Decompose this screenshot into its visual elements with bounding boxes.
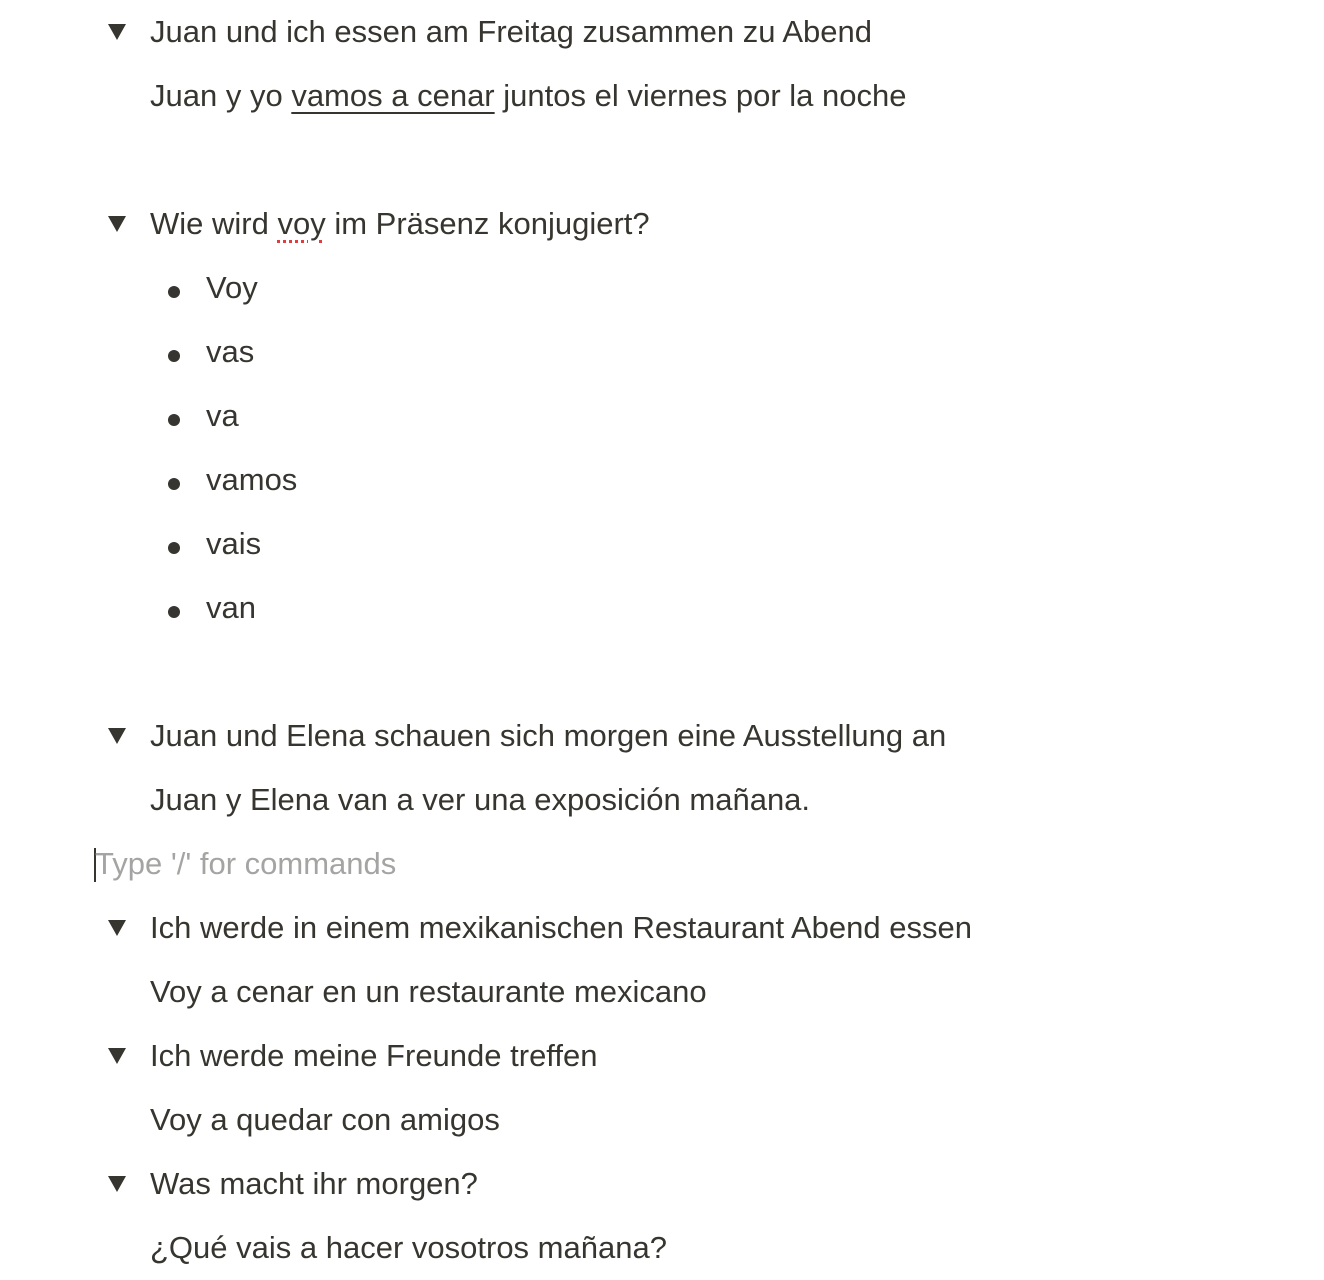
toggle-title-part: im Präsenz konjugiert? [325,206,650,241]
child-text[interactable] [150,76,907,116]
bullet-dot-icon [168,542,180,554]
toggle-block[interactable] [0,1152,1324,1216]
bullet-dot-icon [168,478,180,490]
bulleted-list-item[interactable] [0,320,1324,384]
child-text-part: Juan y yo [150,78,292,113]
child-text-part: juntos el viernes por la noche [494,78,907,113]
toggle-block[interactable] [0,192,1324,256]
bullet-text[interactable]: vamos [206,462,298,497]
underlined-phrase: vamos a cenar [291,78,495,113]
triangle-down-icon[interactable] [101,721,133,751]
bullet-text[interactable]: Voy [206,270,258,305]
bulleted-list-item[interactable] [0,576,1324,640]
toggle-child-text[interactable] [0,1088,1324,1152]
bullet-dot-icon [168,286,180,298]
triangle-down-icon[interactable] [101,1041,133,1071]
triangle-down-icon[interactable] [101,913,133,943]
bullet-dot-icon [168,606,180,618]
child-text[interactable]: Voy a cenar en un restaurante mexicano [150,974,707,1009]
toggle-title[interactable]: Juan und Elena schauen sich morgen eine Ausstellung an [150,718,947,753]
toggle-child-text[interactable] [0,768,1324,832]
toggle-block[interactable] [0,1024,1324,1088]
bullet-dot-icon [168,414,180,426]
toggle-child-text[interactable] [0,1216,1324,1280]
child-text[interactable]: Voy a quedar con amigos [150,1102,500,1137]
toggle-child-text[interactable] [0,960,1324,1024]
child-text[interactable]: ¿Qué vais a hacer vosotros mañana? [150,1230,667,1265]
empty-text-block[interactable] [0,832,1324,896]
bullet-text[interactable]: vas [206,334,255,369]
bulleted-list-item[interactable] [0,448,1324,512]
bulleted-list-item[interactable] [0,256,1324,320]
toggle-title[interactable] [150,204,650,244]
toggle-title-part: Wie wird [150,206,278,241]
misspelled-word: voy [277,206,326,241]
bullet-text[interactable]: va [206,398,239,433]
toggle-title[interactable]: Was macht ihr morgen? [150,1166,478,1201]
command-placeholder[interactable]: Type '/' for commands [95,846,397,881]
toggle-block[interactable] [0,704,1324,768]
toggle-title[interactable]: Ich werde meine Freunde treffen [150,1038,598,1073]
bulleted-list-item[interactable] [0,384,1324,448]
bullet-dot-icon [168,350,180,362]
bulleted-list-item[interactable] [0,512,1324,576]
toggle-title[interactable]: Juan und ich essen am Freitag zusammen zu Abend [150,14,873,49]
triangle-down-icon[interactable] [101,17,133,47]
triangle-down-icon[interactable] [101,1169,133,1199]
triangle-down-icon[interactable] [101,209,133,239]
toggle-block[interactable] [0,0,1324,64]
child-text[interactable]: Juan y Elena van a ver una exposición mañana. [150,782,811,817]
bullet-text[interactable]: van [206,590,256,625]
toggle-block[interactable] [0,896,1324,960]
toggle-child-text[interactable] [0,64,1324,128]
toggle-title[interactable]: Ich werde in einem mexikanischen Restaurant Abend essen [150,910,972,945]
bullet-text[interactable]: vais [206,526,262,561]
